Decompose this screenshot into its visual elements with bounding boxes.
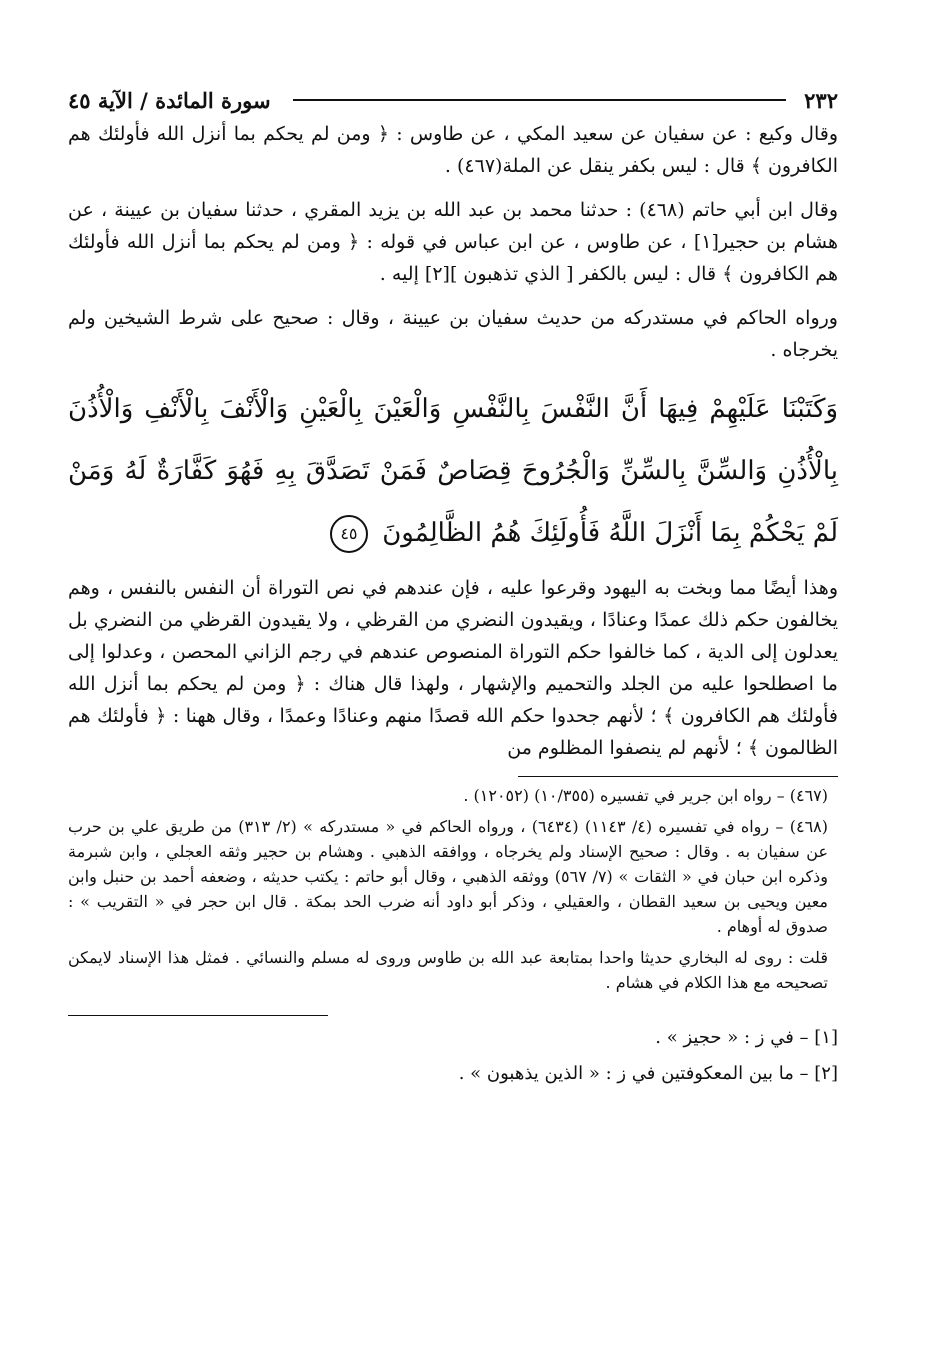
footnote-remark: قلت : روى له البخاري حديثا واحدا بمتابعة عبد الله بن طاوس وروى له مسلم والنسائي . فمثل هذا الإسناد لايمكن تصحيحه مع هذا الكلام في هشام .: [68, 948, 828, 992]
footnote-468: (٤٦٨) – رواه في تفسيره (٤/ ١١٤٣) (٦٤٣٤) ، ورواه الحاكم في « مستدركه » (٢/ ٣١٣) من طريق علي بن حرب عن سفيان به . وقال : صحيح الإسناد ولم يخرجاه ، ووافقه الذهبي . وهشام بن حجير وثقه العجلي ، وابن شبرمة وذكره ابن حبان في « الثقات » (٧/ ٥٦٧) ووثقه الذهبي ، وقال أبو حاتم : يكتب حديثه ، وضعفه أحمد بن حنبل وابن معين ويحيى بن سعيد القطان ، والعقيلي ، وذكر أبو داود أنه ضرب الحد بمكة . قال ابن حجر في « التقريب » : صدوق له أوهام .: [68, 817, 828, 936]
book-page: [68, 82, 838, 1088]
page-header: [68, 82, 838, 118]
page-number: ٢٣٢: [804, 87, 838, 113]
editor-note-2: [٢] – ما بين المعكوفتين في ز : « الذين يذهبون » .: [458, 1063, 838, 1084]
quran-verse: [68, 378, 838, 564]
footnotes: [68, 783, 838, 995]
paragraph-waki: وقال وكيع : عن سفيان عن سعيد المكي ، عن طاوس : ﴿ ومن لم يحكم بما أنزل الله فأولئك هم الكافرون ﴾ قال : ليس بكفر ينقل عن الملة(٤٦٧) .: [68, 123, 838, 177]
header-rule: [293, 99, 787, 101]
editor-notes-separator: [68, 1015, 328, 1016]
ayah-number-mark: ٤٥: [330, 515, 368, 553]
editor-note-1: [١] – في ز : « حجيز » .: [655, 1027, 838, 1048]
running-title: سورة المائدة / الآية ٤٥: [68, 87, 271, 113]
footnote-467: (٤٦٧) – رواه ابن جرير في تفسيره (١٠/٣٥٥) (١٢٠٥٢) .: [463, 786, 828, 805]
commentary-paragraph: وهذا أيضًا مما وبخت به اليهود وقرعوا عليه ، فإن عندهم في نص التوراة أن النفس بالنفس ، وهم يخالفون حكم ذلك عمدًا وعنادًا ، ويقيدون النضري من القرظي ، ولا يقيدون القرظي من النضري بل يعدلون إلى الدية ، كما خالفوا حكم التوراة المنصوص عندهم في رجم الزاني المحصن ، وعدلوا إلى ما اصطلحوا عليه من الجلد والتحميم والإشهار ، ولهذا قال هناك : ﴿ ومن لم يحكم بما أنزل الله فأولئك هم الكافرون ﴾ ؛ لأنهم جحدوا حكم الله قصدًا منهم وعنادًا وعمدًا ، وقال ههنا : ﴿ فأولئك هم الظالمون ﴾ ؛ لأنهم لم ينصفوا المظلوم من: [68, 577, 838, 759]
quran-verse-text: وَكَتَبْنَا عَلَيْهِمْ فِيهَا أَنَّ النَّفْسَ بِالنَّفْسِ وَالْعَيْنَ بِالْعَيْنِ وَالْأَنْفَ بِالْأَنْفِ وَالْأُذُنَ بِالْأُذُنِ وَالسِّنَّ بِالسِّنِّ وَالْجُرُوحَ قِصَاصٌ فَمَنْ تَصَدَّقَ بِهِ فَهُوَ كَفَّارَةٌ لَهُ وَمَنْ لَمْ يَحْكُمْ بِمَا أَنْزَلَ اللَّهُ فَأُولَئِكَ هُمُ الظَّالِمُونَ: [68, 394, 838, 548]
footnote-separator: [518, 776, 838, 777]
paragraph-hakim: ورواه الحاكم في مستدركه من حديث سفيان بن عيينة ، وقال : صحيح على شرط الشيخين ولم يخرجاه .: [68, 307, 838, 361]
paragraph-ibn-abi-hatim: وقال ابن أبي حاتم (٤٦٨) : حدثنا محمد بن عبد الله بن يزيد المقري ، حدثنا سفيان بن عيينة ، عن هشام بن حجير[١] ، عن طاوس ، عن ابن عباس في قوله : ﴿ ومن لم يحكم بما أنزل الله فأولئك هم الكافرون ﴾ قال : ليس بالكفر [ الذي تذهبون ][٢] إليه .: [68, 199, 839, 285]
